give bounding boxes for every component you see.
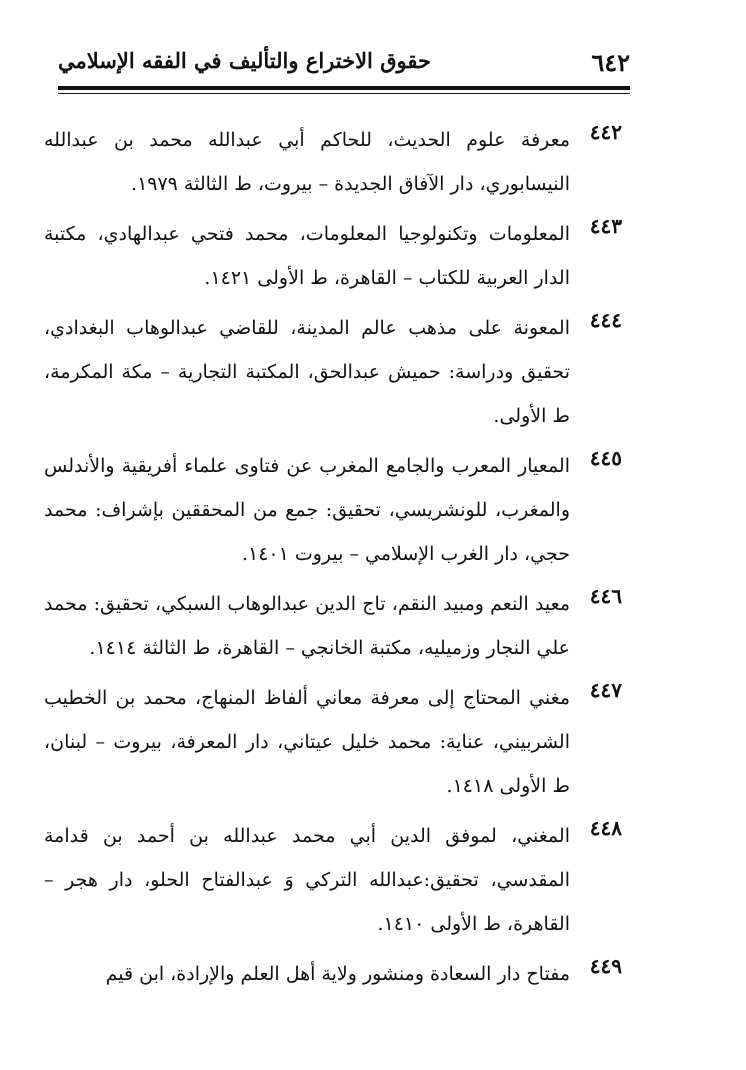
entry-number: ٤٤٢: [589, 120, 622, 144]
bibliography-entry: [44, 118, 622, 206]
entry-text: المغني، لموفق الدين أبي محمد عبدالله بن أحمد بن قدامة المقدسي، تحقيق:عبدالله التركي وَ عبدالفتاح الحلو، دار هجر – القاهرة، ط الأولى ١٤١٠.: [44, 825, 570, 935]
entry-text: المعيار المعرب والجامع المغرب عن فتاوى علماء أفريقية والأندلس والمغرب، للونشريسي، تحقيق: جمع من المحققين بإشراف: محمد حجي، دار الغرب الإسلامي – بيروت ١٤٠١.: [44, 455, 570, 565]
bibliography-entry: [44, 582, 622, 670]
entry-text: معرفة علوم الحديث، للحاكم أبي عبدالله محمد بن عبدالله النيسابوري، دار الآفاق الجديدة – بيروت، ط الثالثة ١٩٧٩.: [44, 129, 570, 195]
bibliography-entry: [44, 306, 622, 438]
page-header: [58, 42, 630, 82]
entry-number: ٤٤٩: [589, 954, 622, 978]
entry-number: ٤٤٦: [589, 584, 622, 608]
entry-text: مفتاح دار السعادة ومنشور ولاية أهل العلم والإرادة، ابن قيم: [105, 963, 570, 985]
bibliography-entry: [44, 814, 622, 946]
header-rule-thick: [58, 86, 630, 90]
entry-text: مغني المحتاج إلى معرفة معاني ألفاظ المنهاج، محمد بن الخطيب الشربيني، عناية: محمد خليل عيتاني، دار المعرفة، بيروت – لبنان، ط الأولى ١٤١٨.: [44, 687, 570, 797]
running-title: حقوق الاختراع والتأليف في الفقه الإسلامي: [58, 48, 431, 73]
bibliography-entry: [44, 444, 622, 576]
entry-number: ٤٤٤: [589, 308, 622, 332]
entry-number: ٤٤٥: [589, 446, 622, 470]
bibliography-entry: [44, 676, 622, 808]
bibliography-entry: [44, 212, 622, 300]
entry-number: ٤٤٨: [589, 816, 622, 840]
bibliography-list: [44, 118, 622, 1002]
page-number: ٦٤٢: [591, 48, 630, 77]
entry-text: المعلومات وتكنولوجيا المعلومات، محمد فتحي عبدالهادي، مكتبة الدار العربية للكتاب – القاهرة، ط الأولى ١٤٢١.: [44, 223, 570, 289]
header-rule-thin: [58, 93, 630, 94]
entry-text: المعونة على مذهب عالم المدينة، للقاضي عبدالوهاب البغدادي، تحقيق ودراسة: حميش عبدالحق، المكتبة التجارية – مكة المكرمة، ط الأولى.: [44, 317, 570, 427]
bibliography-entry: [44, 952, 622, 996]
entry-number: ٤٤٧: [589, 678, 622, 702]
entry-text: معيد النعم ومبيد النقم، تاج الدين عبدالوهاب السبكي، تحقيق: محمد علي النجار وزميليه، مكتبة الخانجي – القاهرة، ط الثالثة ١٤١٤.: [44, 593, 570, 659]
entry-number: ٤٤٣: [589, 214, 622, 238]
